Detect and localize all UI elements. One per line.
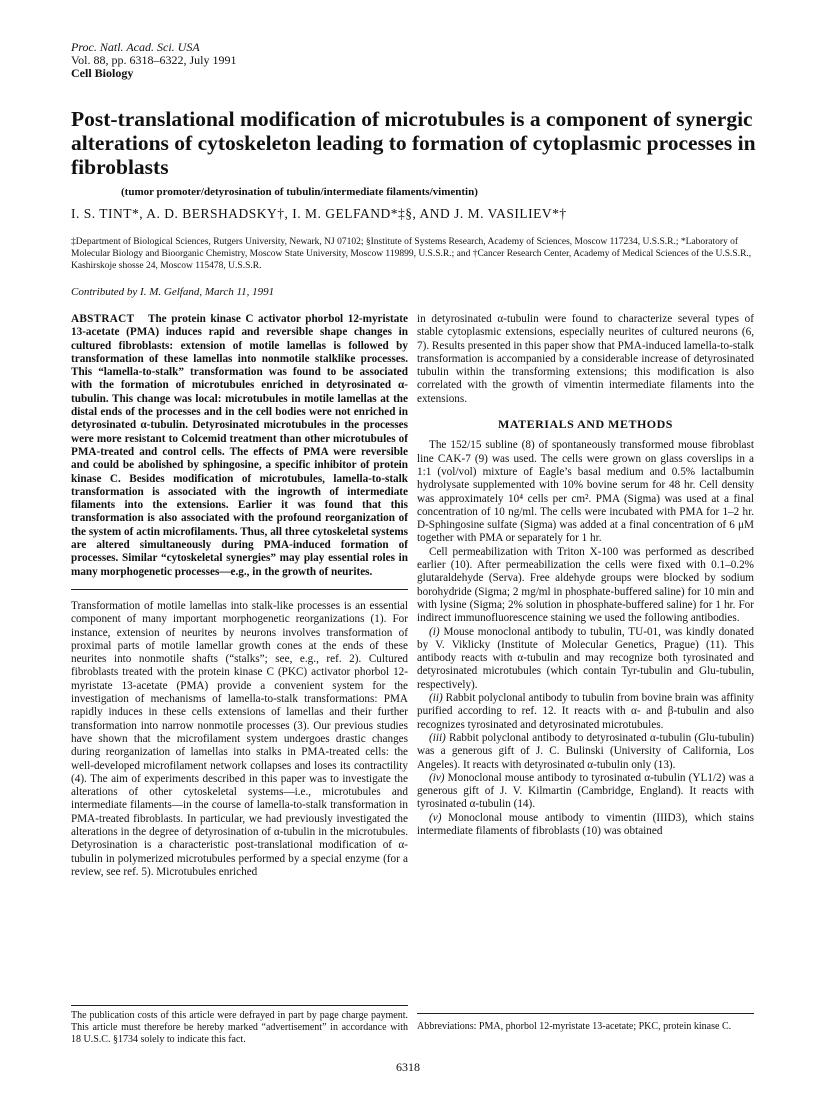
abstract-label: ABSTRACT <box>71 313 135 325</box>
item-number: (i) <box>429 625 440 638</box>
keywords: (tumor promoter/detyrosination of tubulin/intermediate filaments/vimentin) <box>121 186 478 198</box>
section-name: Cell Biology <box>71 66 134 80</box>
authors: I. S. TINT*, A. D. BERSHADSKY†, I. M. GELFAND*‡§, AND J. M. VASILIEV*† <box>71 206 567 221</box>
right-column <box>417 313 754 838</box>
item-text: Rabbit polyclonal antibody to tubulin from bovine brain was affinity purified according to ref. 12. It reacts with α- and β-tubulin and also recognizes tyrosinated and detyrosinated microtubules. <box>417 692 754 731</box>
antibody-item <box>417 772 754 812</box>
abbreviations-divider <box>417 1013 754 1014</box>
item-text: Mouse monoclonal antibody to tubulin, TU-01, was kindly donated by V. Viklicky (Institute of Molecular Genetics, Prague) (11). This antibody reacts with α-tubulin and may recognize both tyrosinated and detyrosinated microtubules (which contain Tyr-tubulin and Glu-tubulin, respectively). <box>417 625 754 691</box>
abbreviations-footnote: Abbreviations: PMA, phorbol 12-myristate 13-acetate; PKC, protein kinase C. <box>417 1021 732 1032</box>
footnote-divider <box>71 1005 408 1006</box>
volume-info: Vol. 88, pp. 6318–6322, July 1991 <box>71 53 237 67</box>
item-number: (ii) <box>429 692 443 705</box>
antibody-item <box>417 732 754 772</box>
journal-header <box>71 41 236 80</box>
affiliations: ‡Department of Biological Sciences, Rutgers University, Newark, NJ 07102; §Institute of Systems Research, Academy of Sciences, Moscow 117234, U.S.S.R.; *Laboratory of Molecular Biology and Bioorganic Chemistry, Moscow State University, Moscow 119899, U.S.S.R.; and †Cancer Research Center, Academy of Medical Sciences of the U.S.S.R., Kashirskoje shosse 24, Moscow 115478, U.S.S.R. <box>71 237 752 271</box>
methods-paragraph-2: Cell permeabilization with Triton X-100 was performed as described earlier (10). After permeabilization the cells were fixed with 0.1–0.2% glutaraldehyde (Serva). Free aldehyde groups were blocked by sodium borohydride (Sigma; 2 mg/ml in phosphate-buffered saline) for 10 min and with lysine (Sigma; 2% solution in phosphate-buffered saline) for 1 hr. For indirect immunofluorescence staining we used the following antibodies. <box>417 545 754 625</box>
intro-paragraph: Transformation of motile lamellas into stalk-like processes is an essential component of many important morphogenetic reorganizations (1). For instance, extension of neurites by neurons involves transformation of proximal parts of motile lamellar growth cones at the ends of these neurites into nonmotile shafts (“stalks”; see, e.g., ref. 2). Cultured fibroblasts treated with the protein kinase C (PKC) activator phorbol 12-myristate 13-acetate (PMA) provide a convenient system for the investigation of mechanisms of lamella-to-stalk transformations: PMA rapidly induces in these cells extensions of lamellas and their further transformation into narrow nonmotile processes (3). Our previous studies have shown that the microfilament system undergoes drastic changes during reorganization of lamellas into stalks in PMA-treated cells: the well-developed microfilament network collapses and loses its contractility (4). The aim of experiments described in this paper was to investigate the alterations of other cytoskeletal systems—i.e., microtubules and intermediate filaments—in the course of lamella-to-stalk transformation in PMA-treated fibroblasts. In particular, we had previously investigated the alterations in the degree of detyrosination of α-tubulin in the microtubules. Detyrosination is a characteristic post-translational modification of α-tubulin in polymerized microtubules performed by a special enzyme (for a review, see ref. 5). Microtubules enriched <box>71 599 408 878</box>
antibody-item <box>417 692 754 732</box>
item-number: (v) <box>429 811 442 824</box>
abstract-divider <box>71 589 408 590</box>
journal-name: Proc. Natl. Acad. Sci. USA <box>71 40 200 54</box>
item-text: Monoclonal mouse antibody to tyrosinated α-tubulin (YL1/2) was a generous gift of J. V. Kilmartin (Cambridge, England). It reacts with tyrosinated α-tubulin (14). <box>417 771 754 811</box>
page-number: 6318 <box>396 1060 420 1074</box>
item-text: Rabbit polyclonal antibody to detyrosinated α-tubulin (Glu-tubulin) was a generous gift of J. C. Bulinski (University of California, Los Angeles). It reacts with detyrosinated α-tubulin only (13). <box>417 731 754 771</box>
contributed-by: Contributed by I. M. Gelfand, March 11, 1991 <box>71 286 275 298</box>
publication-costs-footnote: The publication costs of this article were defrayed in part by page charge payment. This article must therefore be hereby marked “advertisement” in accordance with 18 U.S.C. §1734 solely to indicate this fact. <box>71 1010 408 1045</box>
antibody-item <box>417 812 754 839</box>
abstract <box>71 313 408 579</box>
item-number: (iv) <box>429 771 445 784</box>
item-number: (iii) <box>429 731 446 744</box>
methods-paragraph-1: The 152/15 subline (8) of spontaneously transformed mouse fibroblast line CAK-7 (9) was used. The cells were grown on glass coverslips in a 1:1 (vol/vol) mixture of Eagle’s basal medium and 0.5% lactalbumin hydrolysate supplemented with 10% bovine serum for 48 hr. Cell density was approximately 10⁴ cells per cm². PMA (Sigma) was used at a final concentration of 10 ng/ml. The cells were incubated with PMA for 1–2 hr. D-Sphingosine sulfate (Sigma) was added at a final concentration of 6 μM together with PMA or separately for 1 hr. <box>417 439 754 545</box>
left-column <box>71 313 408 879</box>
item-text: Monoclonal mouse antibody to vimentin (IIID3), which stains intermediate filaments of fibroblasts (10) was obtained <box>417 811 754 837</box>
methods-heading: MATERIALS AND METHODS <box>498 417 673 432</box>
article-title: Post-translational modification of microtubules is a component of synergic alterations of cytoskeleton leading to formation of cytoplasmic processes in fibroblasts <box>71 107 756 179</box>
antibody-item <box>417 626 754 692</box>
intro-continuation: in detyrosinated α-tubulin were found to characterize several types of stable cytoplasmic extensions, especially neurites of cultured neurons (6, 7). Results presented in this paper show that PMA-induced lamella-to-stalk transformation is accompanied by a considerable increase of detyrosinated tubulin within the transforming extensions; this modification is also correlated with the growth of vimentin intermediate filaments into the extensions. <box>417 313 754 405</box>
abstract-text: The protein kinase C activator phorbol 12-myristate 13-acetate (PMA) induces rapid and reversible shape changes in cultured fibroblasts: extension of motile lamellas is followed by transformation of these lamellas into nonmotile stalklike processes. This “lamella-to-stalk” transformation was found to be associated with the formation of microtubules enriched in detyrosinated α-tubulin. This change was local: microtubules in motile lamellas at the distal ends of the processes and in the cell bodies were not enriched in detyrosinated α-tubulin. Detyrosinated microtubules in the processes were more resistant to Colcemid treatment than other microtubules of PMA-treated and control cells. The effects of PMA were reversible and could be abolished by sphingosine, a specific inhibitor of protein kinase C. Besides modification of microtubules, lamella-to-stalk transformation is associated with the ingrowth of intermediate filaments into the extensions. Earlier it was found that this transformation is also associated with the profound reorganization of the system of actin microfilaments. Thus, all three cytoskeletal systems are altered simultaneously during PMA-induced formation of processes. Similar “cytoskeletal synergies” may play essential roles in many morphogenetic processes—e.g., in the growth of neurites. <box>71 313 408 578</box>
